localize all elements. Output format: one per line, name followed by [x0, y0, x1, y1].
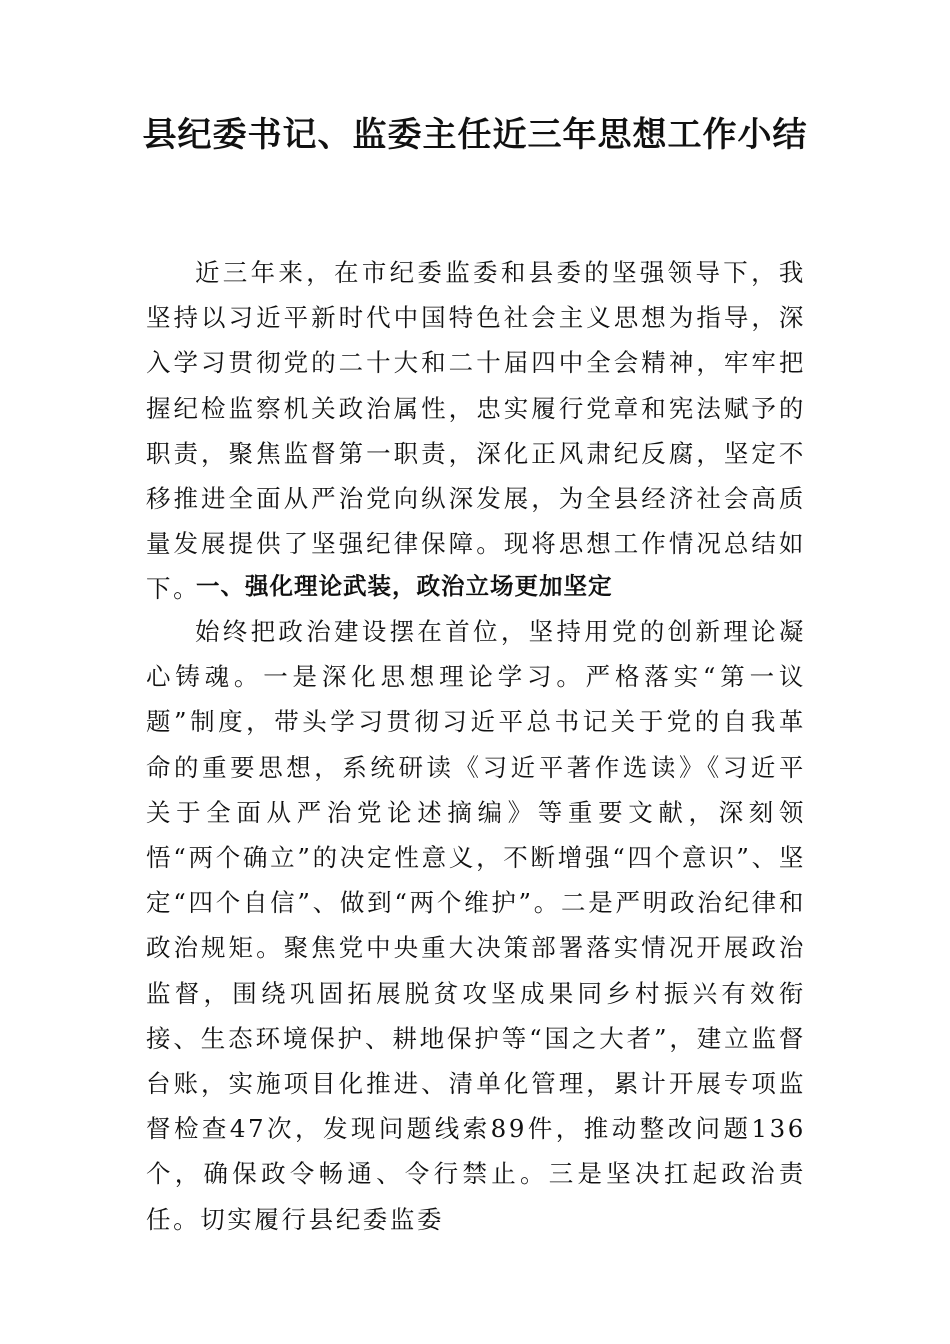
- section-1-paragraph: 始终把政治建设摆在首位，坚持用党的创新理论凝心铸魂。一是深化思想理论学习。严格落实“第一议题”制度，带头学习贯彻习近平总书记关于党的自我革命的重要思想，系统研读《习近平著作选读》《习近平关于全面从严治党论述摘编》等重要文献，深刻领悟“两个确立”的决定性意义，不断增强“四个意识”、坚定“四个自信”、做到“两个维护”。二是严明政治纪律和政治规矩。聚焦党中央重大决策部署落实情况开展政治监督，围绕巩固拓展脱贫攻坚成果同乡村振兴有效衔接、生态环境保护、耕地保护等“国之大者”，建立监督台账，实施项目化推进、清单化管理，累计开展专项监督检查47次，发现问题线索89件，推动整改问题136个，确保政令畅通、令行禁止。三是坚决扛起政治责任。切实履行县纪委监委: [146, 617, 806, 1234]
- intro-paragraph: 近三年来，在市纪委监委和县委的坚强领导下，我坚持以习近平新时代中国特色社会主义思想为指导，深入学习贯彻党的二十大和二十届四中全会精神，牢牢把握纪检监察机关政治属性，忠实履行党章和宪法赋予的职责，聚焦监督第一职责，深化正风肃纪反腐，坚定不移推进全面从严治党向纵深发展，为全县经济社会高质量发展提供了坚强纪律保障。现将思想工作情况总结如下。: [146, 258, 806, 604]
- document-title: 县纪委书记、监委主任近三年思想工作小结: [142, 115, 808, 155]
- section-1-heading: 一、强化理论武装，政治立场更加坚定: [196, 572, 613, 600]
